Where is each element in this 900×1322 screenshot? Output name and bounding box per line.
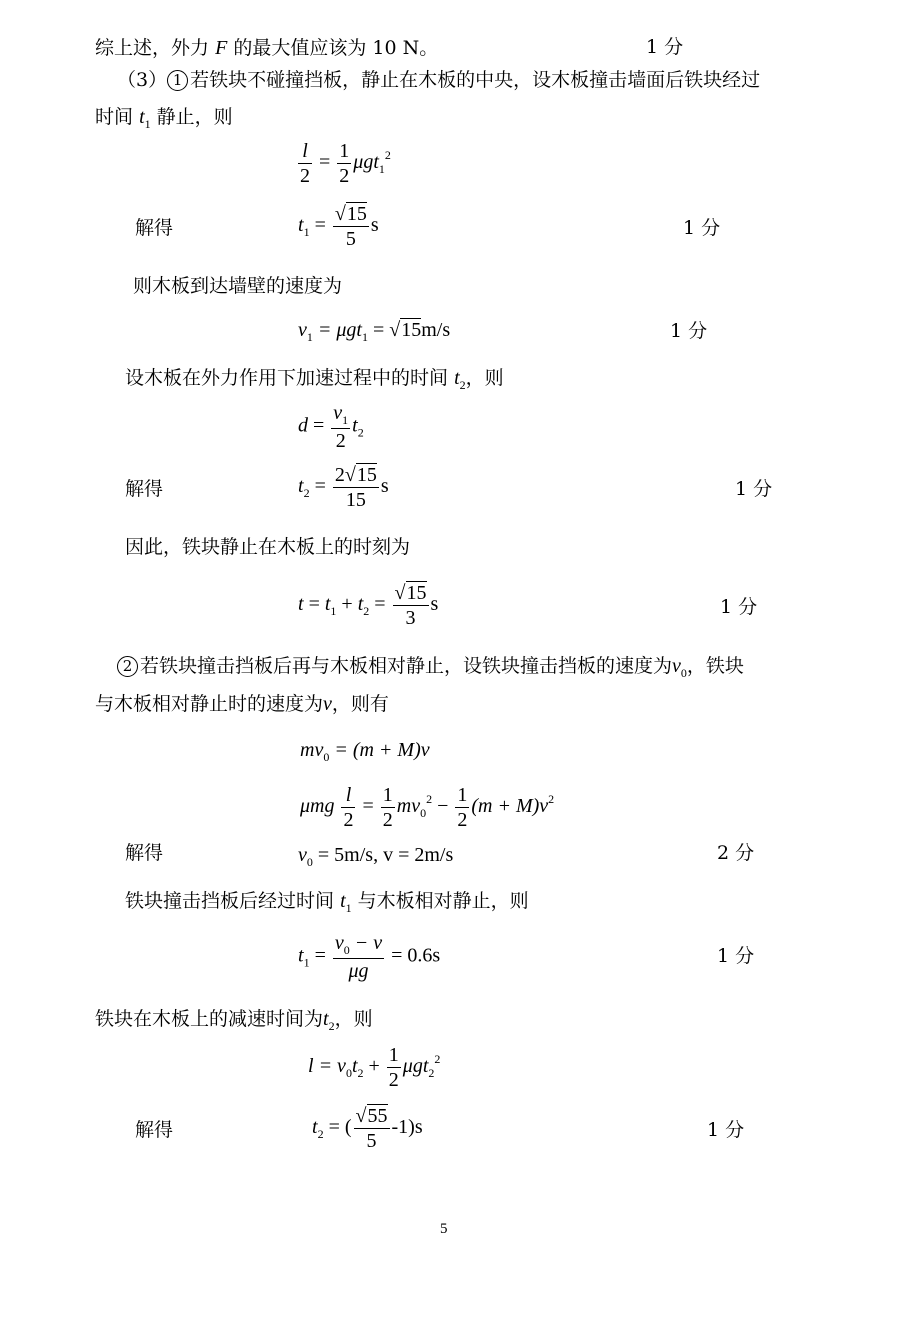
page-number: 5: [440, 1221, 448, 1237]
equation-t1-collide: $t_1$ = $\frac{v_0 - v}{\mu g}$ = 0.6s: [298, 932, 441, 983]
equation-t1: $t_1$ = $\frac{√15}{5}$ s: [298, 203, 379, 250]
score-label: 1 分: [720, 596, 758, 618]
solve-label: 解得: [135, 217, 174, 239]
equation-t-total: $t = t_1 + t_2$ = $\frac{√15}{3}$ s: [298, 582, 439, 629]
solve-label: 解得: [125, 842, 164, 864]
solve-label: 解得: [135, 1119, 174, 1141]
circled-number: 2: [117, 656, 138, 677]
case2-line1: 2 若铁块撞击挡板后再与木板相对静止，设铁块撞击挡板的速度为$v_0$，铁块: [117, 656, 744, 679]
equation-l-half: $\frac{l}{2}$ = $\frac{1}{2}$ μgt$_1^2$: [300, 140, 391, 187]
part3-line1: （3） 1 若铁块不碰撞挡板，静止在木板的中央，设木板撞击墙面后铁块经过: [117, 69, 761, 91]
equation-t2: $t_2$ = $\frac{2√15}{15}$ s: [298, 464, 389, 511]
collide-time-text: 铁块撞击挡板后经过时间 $t_1$ 与木板相对静止，则: [125, 890, 529, 915]
equation-d: d = $\frac{v_1}{2}$ $t_2$: [298, 402, 364, 453]
equation-v1: $v_1 = \mu gt_1 = √15m/s$: [298, 319, 451, 344]
score-label: 1 分: [717, 945, 755, 967]
score-label: 1 分: [735, 478, 773, 500]
therefore-text: 因此，铁块静止在木板上的时刻为: [125, 536, 411, 558]
part3-line2: 时间 $t_1$ 静止，则: [95, 106, 233, 131]
var-F: F: [215, 37, 228, 59]
conclusion-line: 综上述，外力 F 的最大值应该为 10 N。: [95, 37, 439, 59]
score-label: 1 分: [670, 320, 708, 342]
score-label: 2 分: [717, 842, 755, 864]
equation-energy: μmg $\frac{l}{2}$ = $\frac{1}{2}$ $mv_0^2$ − $\frac{1}{2}$ $(m + M)v^2$: [300, 784, 555, 831]
case2-line2: 与木板相对静止时的速度为v，则有: [95, 693, 389, 715]
equation-v0-result: $v_0 = 5m/s$, v = 2m/s: [298, 844, 454, 869]
equation-momentum: $mv_0 = (m + M)v$: [300, 739, 430, 764]
equation-l: $l = v_0t_2$ + $\frac{1}{2}$ μgt$_2^2$: [308, 1044, 441, 1091]
solve-label: 解得: [125, 478, 164, 500]
accel-time-text: 设木板在外力作用下加速过程中的时间 $t_2$，则: [125, 367, 504, 392]
score-label: 1 分: [683, 217, 721, 239]
circled-number: 1: [167, 70, 188, 91]
decel-time-text: 铁块在木板上的减速时间为$t_2$，则: [95, 1008, 373, 1033]
score-label: 1 分: [646, 36, 684, 58]
board-speed-text: 则木板到达墙壁的速度为: [133, 275, 343, 297]
score-label: 1 分: [707, 1119, 745, 1141]
equation-t2-final: $t_2$ = ( $\frac{√55}{5}$ -1)s: [312, 1105, 423, 1152]
